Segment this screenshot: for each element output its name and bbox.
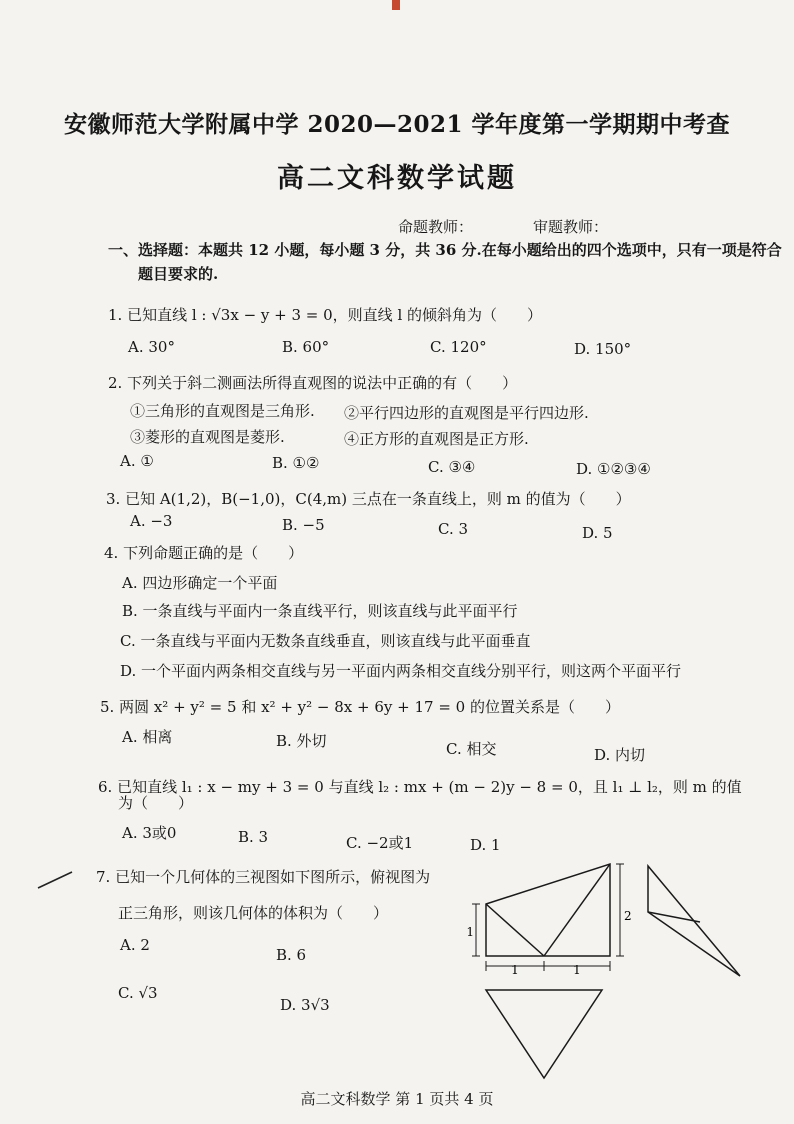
q2-option-a: A. ① bbox=[120, 452, 154, 470]
pen-tick-mark bbox=[36, 870, 76, 892]
q2-statement-4: ④正方形的直观图是正方形. bbox=[344, 430, 529, 448]
q5-option-a: A. 相离 bbox=[122, 728, 173, 746]
setter-label: 命题教师： bbox=[398, 218, 474, 236]
q7-option-d: D. 3√3 bbox=[280, 996, 330, 1014]
q3-option-a: A. −3 bbox=[130, 512, 173, 530]
q5-option-d: D. 内切 bbox=[594, 746, 646, 764]
front-view-figure bbox=[460, 856, 630, 986]
q2-option-b: B. ①② bbox=[272, 454, 320, 472]
page-footer: 高二文科数学 第 1 页共 4 页 bbox=[300, 1090, 494, 1108]
dim-label-right: 2 bbox=[624, 909, 632, 923]
q7-option-c: C. √3 bbox=[118, 984, 158, 1002]
dim-label-bottom-b: 1 bbox=[573, 963, 581, 977]
q7-stem: 7. 已知一个几何体的三视图如下图所示，俯视图为 bbox=[96, 868, 431, 886]
q5-stem: 5. 两圆 x² + y² = 5 和 x² + y² − 8x + 6y + 17 = 0 的位置关系是（ ） bbox=[100, 698, 620, 716]
q3-option-d: D. 5 bbox=[582, 524, 613, 542]
q1-option-a: A. 30° bbox=[128, 338, 175, 356]
q1-option-d: D. 150° bbox=[574, 340, 632, 358]
q1-option-b: B. 60° bbox=[282, 338, 330, 356]
q7-stem-cont: 正三角形，则该几何体的体积为（ ） bbox=[118, 904, 389, 922]
q2-option-c: C. ③④ bbox=[428, 458, 476, 476]
school-title: 安徽师范大学附属中学 2020—2021 学年度第一学期期中考查 bbox=[63, 111, 731, 138]
section-heading bbox=[108, 238, 782, 286]
q6-option-c: C. −2或1 bbox=[346, 834, 414, 852]
q4-option-d: D. 一个平面内两条相交直线与另一平面内两条相交直线分别平行，则这两个平面平行 bbox=[120, 662, 682, 680]
q7-option-a: A. 2 bbox=[120, 936, 150, 954]
q3-stem: 3. 已知 A(1,2)，B(−1,0)，C(4,m) 三点在一条直线上，则 m 的值为（ ） bbox=[106, 490, 631, 508]
q3-option-c: C. 3 bbox=[438, 520, 469, 538]
section-heading-line2: 题目要求的. bbox=[138, 265, 219, 283]
q2-stem: 2. 下列关于斜二测画法所得直观图的说法中正确的有（ ） bbox=[108, 374, 518, 392]
q2-statement-1: ①三角形的直观图是三角形. bbox=[130, 402, 315, 420]
q6-option-a: A. 3或0 bbox=[122, 824, 177, 842]
q3-option-b: B. −5 bbox=[282, 516, 325, 534]
reviewer-label: 审题教师： bbox=[533, 218, 609, 236]
q7-option-b: B. 6 bbox=[276, 946, 307, 964]
q1-stem: 1. 已知直线 l : √3x − y + 3 = 0，则直线 l 的倾斜角为（ ） bbox=[108, 306, 543, 324]
teacher-info bbox=[398, 216, 668, 237]
q2-statement-3: ③菱形的直观图是菱形. bbox=[130, 428, 285, 446]
q6-option-d: D. 1 bbox=[470, 836, 501, 854]
q4-option-b: B. 一条直线与平面内一条直线平行，则该直线与此平面平行 bbox=[122, 602, 518, 620]
q5-option-c: C. 相交 bbox=[446, 740, 497, 758]
dim-label-left: 1 bbox=[466, 925, 474, 939]
q6-stem: 6. 已知直线 l₁ : x − my + 3 = 0 与直线 l₂ : mx + (m − 2)y − 8 = 0，且 l₁ ⊥ l₂，则 m 的值 bbox=[98, 778, 742, 796]
q2-option-d: D. ①②③④ bbox=[576, 460, 651, 478]
q4-option-a: A. 四边形确定一个平面 bbox=[122, 574, 278, 592]
q4-stem: 4. 下列命题正确的是（ ） bbox=[104, 544, 304, 562]
red-binding-mark bbox=[392, 0, 400, 10]
subject-title: 高二文科数学试题 bbox=[277, 163, 517, 194]
dim-label-bottom-a: 1 bbox=[511, 963, 519, 977]
q6-option-b: B. 3 bbox=[238, 828, 269, 846]
q2-statement-2: ②平行四边形的直观图是平行四边形. bbox=[344, 404, 589, 422]
q6-stem-cont: 为（ ） bbox=[118, 794, 194, 812]
q1-option-c: C. 120° bbox=[430, 338, 487, 356]
top-view-figure bbox=[480, 986, 610, 1086]
section-heading-line1: 一、选择题：本题共 12 小题，每小题 3 分，共 36 分.在每小题给出的四个选项中，只有一项是符合 bbox=[108, 241, 782, 259]
side-view-figure bbox=[640, 860, 750, 980]
q4-option-c: C. 一条直线与平面内无数条直线垂直，则该直线与此平面垂直 bbox=[120, 632, 531, 650]
q5-option-b: B. 外切 bbox=[276, 732, 327, 750]
